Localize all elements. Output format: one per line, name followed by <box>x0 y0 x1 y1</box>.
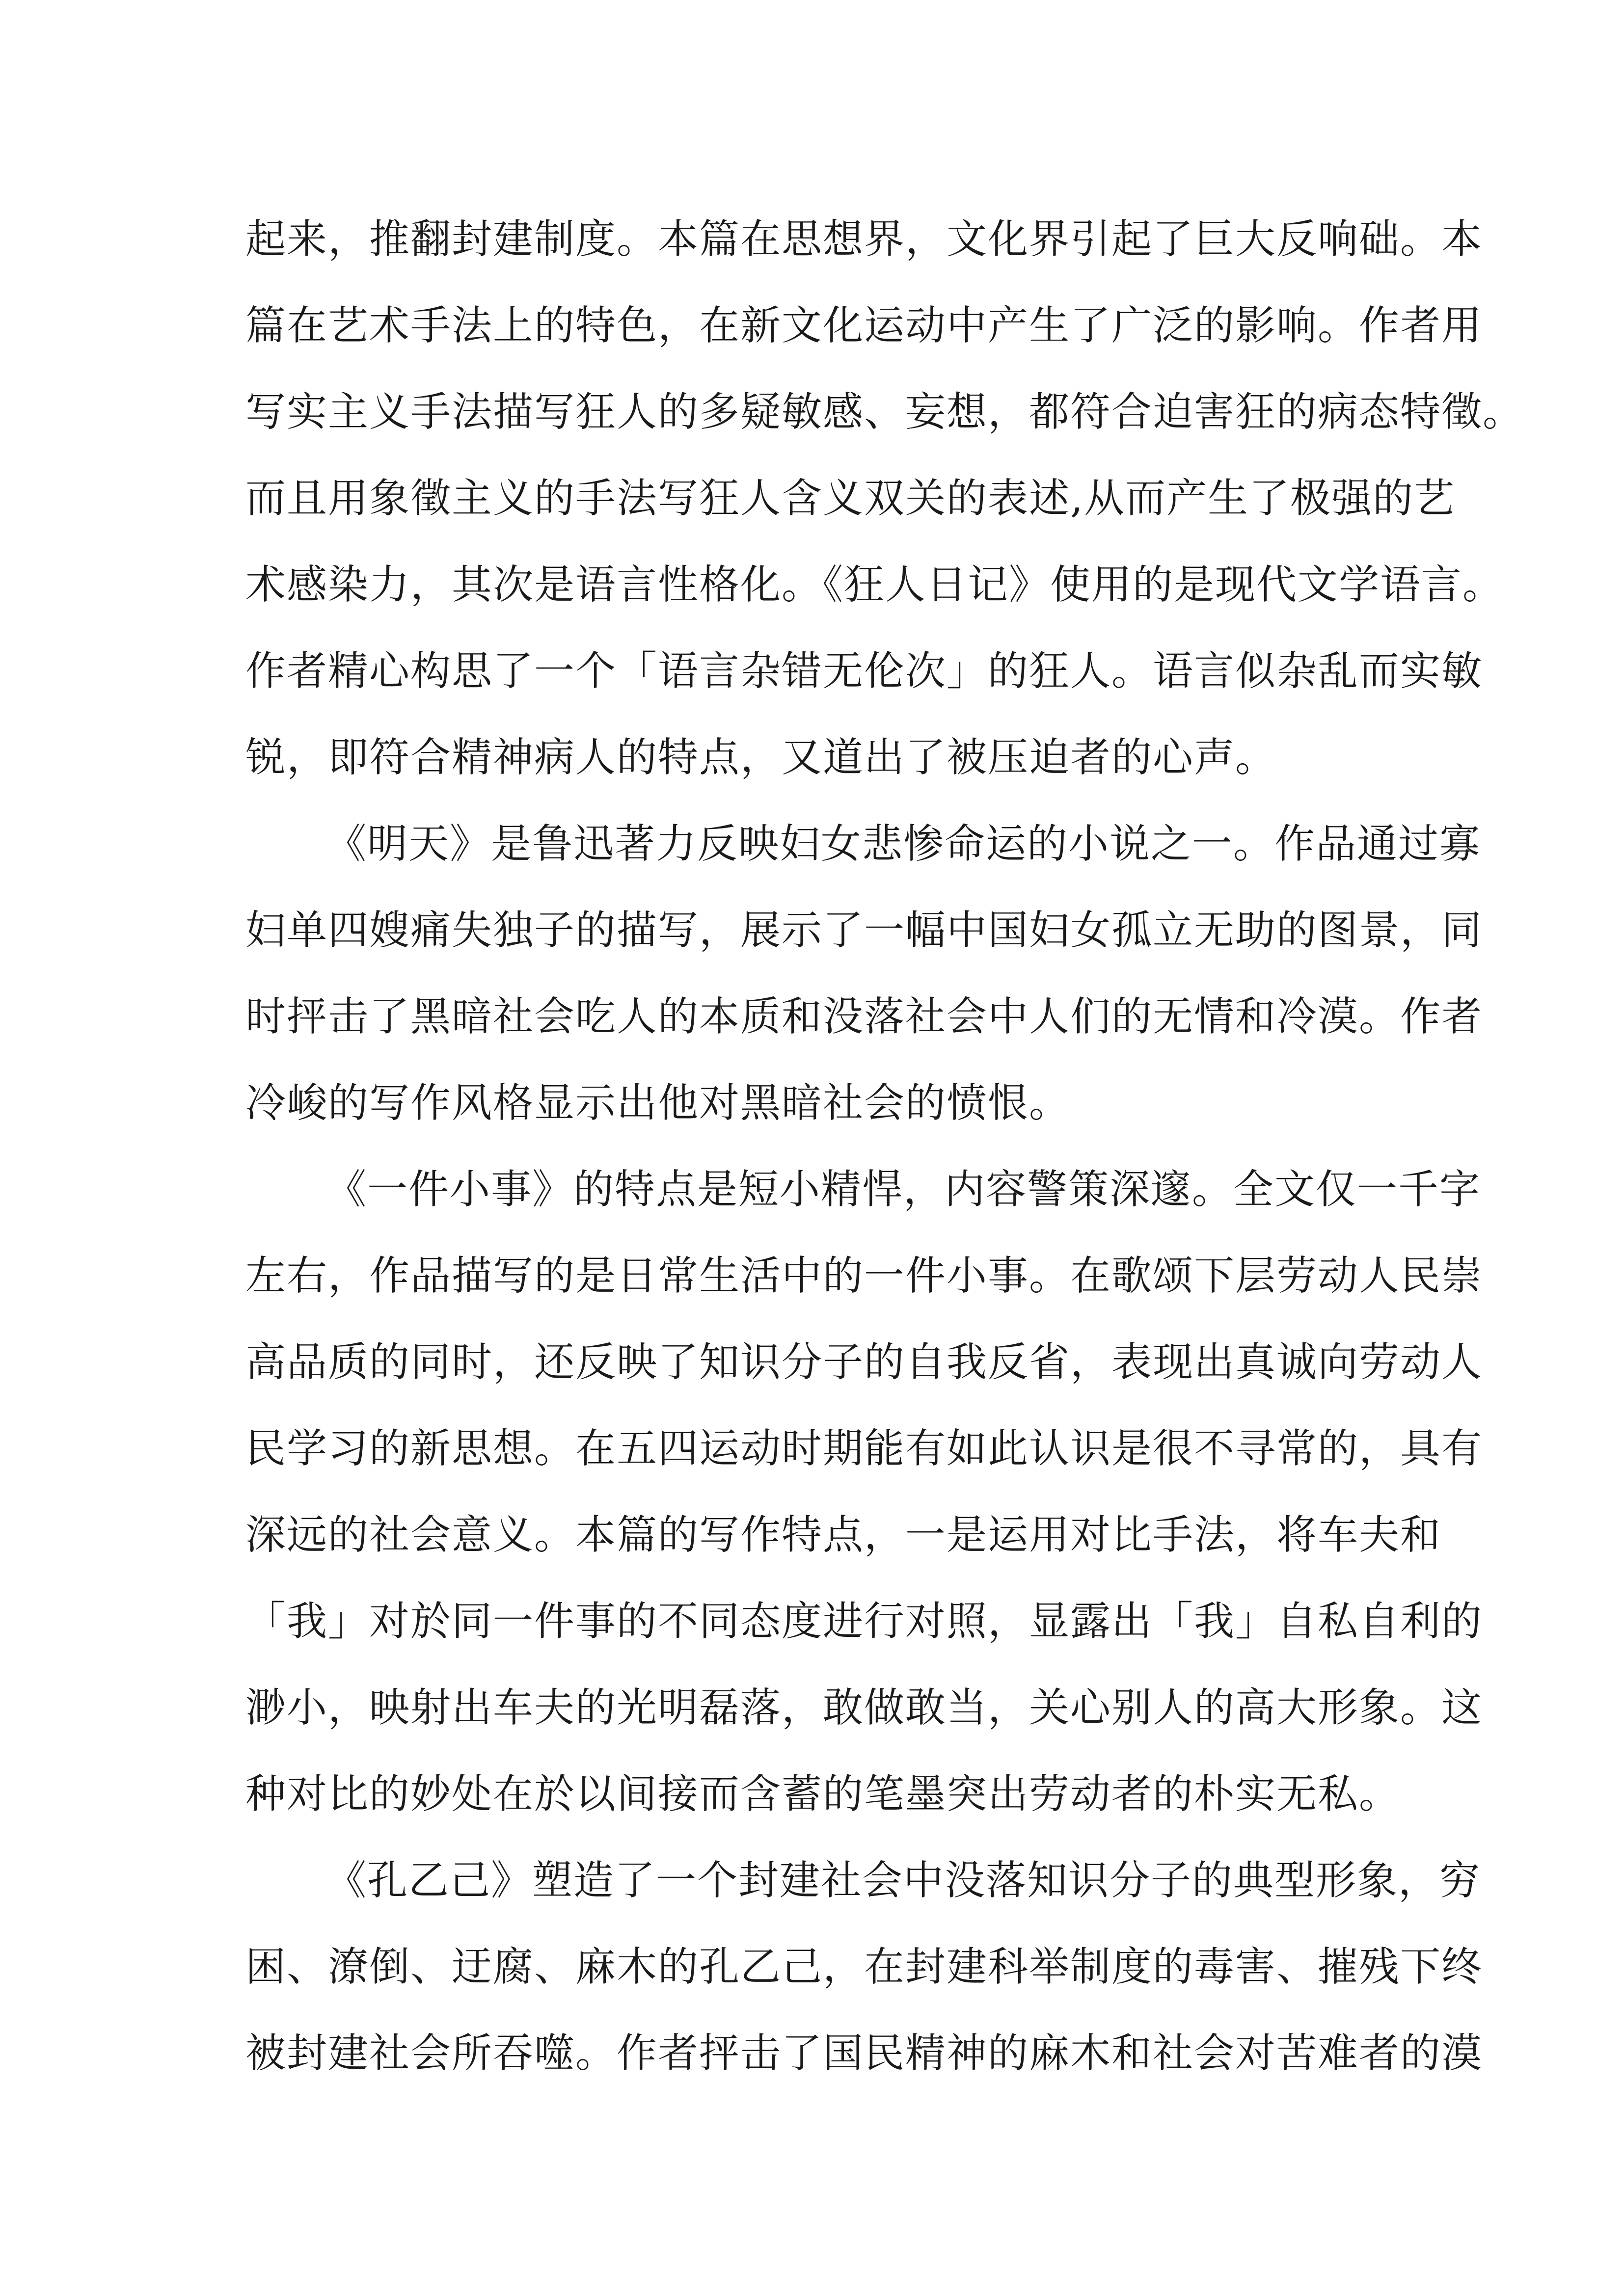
text-line: 困、潦倒、迂腐、麻木的孔乙己，在封建科举制度的毒害、摧残下终 <box>245 1944 1483 1990</box>
text-line: 被封建社会所吞噬。作者抨击了国民精神的麻木和社会对苦难者的漠 <box>245 2030 1483 2077</box>
text-line: 起来，推翻封建制度。本篇在思想界，文化界引起了巨大反响础。本 <box>245 216 1483 263</box>
paragraph-first-line: 《一件小事》的特点是短小精悍，内容警策深邃。全文仅一千字 <box>326 1166 1481 1213</box>
text-line: 左右，作品描写的是日常生活中的一件小事。在歌颂下层劳动人民崇 <box>245 1253 1483 1299</box>
paragraph-first-line: 《孔乙己》塑造了一个封建社会中没落知识分子的典型形象，穷 <box>326 1857 1481 1904</box>
text-line: 「我」对於同一件事的不同态度进行对照，显露出「我」自私自利的 <box>245 1598 1483 1645</box>
text-line: 篇在艺术手法上的特色，在新文化运动中产生了广泛的影响。作者用 <box>245 302 1483 349</box>
text-line: 妇单四嫂痛失独子的描写，展示了一幅中国妇女孤立无助的图景，同 <box>245 907 1483 954</box>
text-line: 民学习的新思想。在五四运动时期能有如此认识是很不寻常的，具有 <box>245 1425 1483 1472</box>
text-line: 锐，即符合精神病人的特点，又道出了被压迫者的心声。 <box>245 734 1277 781</box>
body-text <box>245 196 1524 2097</box>
text-line: 作者精心构思了一个「语言杂错无伦次」的狂人。语言似杂乱而实敏 <box>245 648 1483 694</box>
text-line: 种对比的妙处在於以间接而含蓄的笔墨突出劳动者的朴实无私。 <box>245 1771 1401 1817</box>
text-line: 而且用象徵主义的手法写狂人含义双关的表述,从而产生了极强的艺 <box>245 475 1456 522</box>
text-line: 深远的社会意义。本篇的写作特点，一是运用对比手法，将车夫和 <box>245 1512 1442 1558</box>
text-line: 术感染力，其次是语言性格化。《狂人日记》使用的是现代文学语言。 <box>245 561 1504 608</box>
text-line: 冷峻的写作风格显示出他对黑暗社会的愤恨。 <box>245 1080 1071 1126</box>
paragraph-first-line: 《明天》是鲁迅著力反映妇女悲惨命运的小说之一。作品通过寡 <box>326 821 1481 867</box>
text-line: 渺小，映射出车夫的光明磊落，敢做敢当，关心别人的高大形象。这 <box>245 1684 1483 1731</box>
text-line: 写实主义手法描写狂人的多疑敏感、妄想，都符合迫害狂的病态特徵。 <box>245 389 1524 435</box>
text-line: 高品质的同时，还反映了知识分子的自我反省，表现出真诚向劳动人 <box>245 1339 1483 1386</box>
text-line: 时抨击了黑暗社会吃人的本质和没落社会中人们的无情和冷漠。作者 <box>245 993 1483 1040</box>
